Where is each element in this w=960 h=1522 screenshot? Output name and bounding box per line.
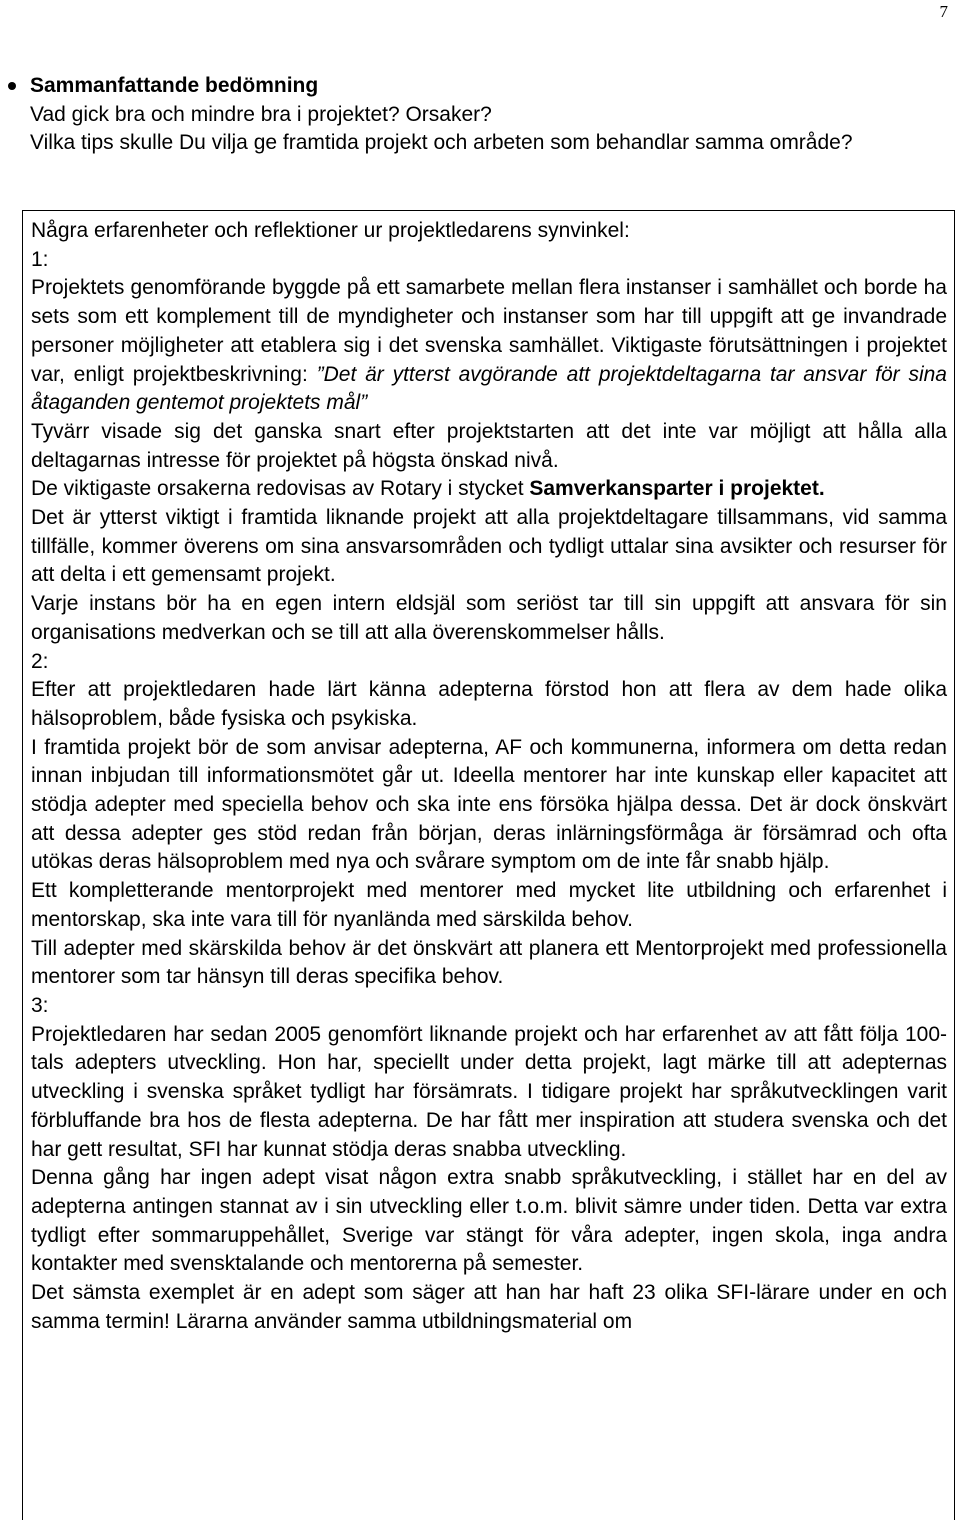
section-1-paragraph-4: Det är ytterst viktigt i framtida liknande projekt att alla projektdeltagare tillsammans, vid samma tillfälle, kommer överens om sina ansvarsområden och tydligt uttalar sina avsikter och resurser för att delta i ett gemensamt projekt. [31, 506, 947, 587]
section-2-paragraph-4: Till adepter med skärskilda behov är det önskvärt att planera ett Mentorprojekt med professionella mentorer som tar hänsyn till deras specifika behov. [31, 936, 947, 989]
section-1-paragraph-3 [31, 475, 947, 504]
section-1-paragraph-1 [31, 274, 947, 418]
section-1-paragraph-2: Tyvärr visade sig det ganska snart efter projektstarten att det inte var möjligt att hålla alla deltagarnas intresse för projektet på högsta önskad nivå. [31, 419, 947, 472]
summary-heading: Sammanfattande bedömning [30, 74, 319, 97]
section-2-paragraph-3: Ett kompletterande mentorprojekt med mentorer med mycket lite utbildning och erfarenhet i mentorskap, ska inte vara till för nyanlända med särskilda behov. [31, 879, 947, 931]
section-2-label: 2: [31, 649, 49, 673]
section-1-paragraph-1-text: Projektets genomförande byggde på ett samarbete mellan flera instanser i samhället och borde ha sets som ett komplement till de myndigheter och instanser som har till uppgift att ge invandrade personer möjligheter att etablera sig i det svenska samhället. Viktigaste förutsättningen i projektet var, enligt projektbeskrivning: [31, 276, 947, 386]
summary-section [30, 72, 948, 158]
page-number: 7 [939, 2, 948, 21]
project-description-quote: ”Det är ytterst avgörande att projektdeltagarna tar ansvar för sina åtaganden gentemot projektets mål” [31, 362, 947, 415]
section-3-label: 3: [31, 993, 49, 1017]
summary-question-2: Vilka tips skulle Du vilja ge framtida projekt och arbeten som behandlar samma område? [30, 131, 853, 155]
intro-text: Några erfarenheter och reflektioner ur projektledarens synvinkel: [31, 219, 630, 242]
section-2-paragraph-1: Efter att projektledaren hade lärt känna adepterna förstod hon att flera av dem hade olika hälsoproblem, både fysiska och psykiska. [31, 678, 947, 730]
section-2-paragraph-2: I framtida projekt bör de som anvisar adepterna, AF och kommunerna, informera om detta redan innan inbjudan till informationsmötet går ut. Ideella mentorer har inte kunskap eller kapacitet att stödja adepter med speciella behov och ska inte ens försöka hjälpa dessa. Det är dock önskvärt att dessa adepter ges stöd redan från början, deras inlärningsförmåga är försämrad och ofta utökas deras hälsoproblem med nya och svårare symptom om de inte får snabb hjälp. [31, 735, 947, 874]
section-1-paragraph-5: Varje instans bör ha en egen intern eldsjäl som seriöst tar till sin uppgift att ansvara för sin organisations medverkan och se till att alla överenskommelser hålls. [31, 592, 947, 644]
section-reference: Samverkansparter i projektet. [529, 477, 825, 501]
summary-question-1: Vad gick bra och mindre bra i projektet? Orsaker? [30, 102, 492, 126]
answer-box [22, 210, 955, 1520]
section-3-paragraph-1: Projektledaren har sedan 2005 genomfört liknande projekt och har erfarenhet av att fått följa 100-tals adepters utveckling. Hon har, speciellt under detta projekt, lagt märke till att adepternas utveckling i svenska språket tydligt har försämrats. I tidigare projekt har språkutvecklingen varit förbluffande bra hos de flesta adepterna. De har fått mer inspiration att studera svenska och det har gett resultat, SFI har kunnat stödja deras snabba utveckling. [31, 1022, 947, 1161]
section-1-paragraph-3-text: De viktigaste orsakerna redovisas av Rotary i stycket [31, 477, 530, 501]
bullet-icon [8, 82, 16, 90]
section-3-paragraph-2: Denna gång har ingen adept visat någon extra snabb språkutveckling, i stället har en del av adepterna antingen stannat av i sin utveckling eller t.o.m. blivit sämre under tiden. Detta var extra tydligt efter sommaruppehållet, Sverige var stängt för våra adepter, ingen skola, inga andra kontakter med svensktalande och mentorerna på semester. [31, 1166, 947, 1276]
section-3-paragraph-3: Det sämsta exemplet är en adept som säger att han har haft 23 olika SFI-lärare under en och samma termin! Lärarna använder samma utbildningsmaterial om [31, 1281, 947, 1333]
section-1-label: 1: [31, 247, 49, 271]
